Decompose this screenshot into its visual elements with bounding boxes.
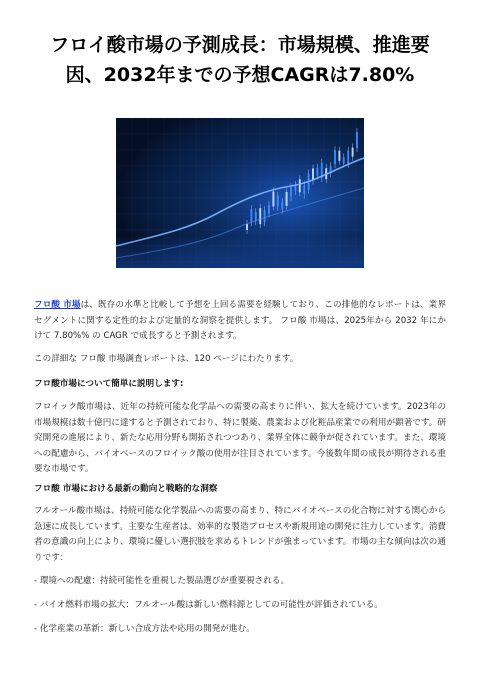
intro-text: は、既存の水準と比較して予想を上回る需要を経験しており、この排他的なレポートは、業界セグメントに関する定性的および定量的な洞察を提供します。 フロ酸 市場は、2025年から 2032 年にかけて 7.80%% の CAGR で成長すると予測されます。	[34, 300, 446, 341]
hero-candle	[303, 185, 305, 194]
hero-candle	[312, 168, 314, 180]
intro-paragraph	[34, 298, 446, 345]
hero-candle	[290, 187, 292, 197]
hero-candle	[286, 192, 288, 206]
trend-bullet: - バイオ燃料市場の拡大：フルオール酸は新しい燃料源としての可能性が評価されている。	[34, 600, 383, 610]
hero-candle	[343, 157, 345, 163]
pages-note: この詳細な フロ酸 市場調査レポートは、120 ページにわたります。	[34, 354, 299, 364]
hero-graphic	[116, 118, 364, 268]
hero-candle	[281, 202, 283, 209]
trends-heading: フロ酸 市場における最新の動向と戦略的な洞察	[34, 484, 218, 494]
document-title: フロイ酸市場の予測成長：市場規模、推進要因、2032年までの予想CAGRは7.80%	[50, 34, 430, 86]
hero-candle	[272, 191, 274, 206]
overview-heading: フロ酸市場について簡単に説明します:	[34, 379, 184, 389]
trend-bullet: - 化学産業の革新：新しい合成方法や応用の開発が進む。	[34, 624, 255, 634]
financial-growth-chart-image	[116, 118, 364, 268]
hero-candle	[338, 151, 340, 161]
trends-paragraph: フルオール酸市場は、持続可能な化学製品への需要の高まり、特にバイオベースの化合物に対する関心から急速に成長しています。主要な生産者は、効率的な製造プロセスや新規用途の開発に注力しています。消費者の意識の向上により、環境に優しい選択肢を求めるトレンドが強まっています。市場の主な傾向は次の通りです：	[34, 506, 446, 563]
hero-candle	[246, 224, 248, 230]
trend-bullet: - 環境への配慮：持続可能性を重視した製品選びが重要視される。	[34, 576, 290, 586]
hero-candle	[259, 208, 261, 224]
hero-candle	[334, 150, 336, 164]
overview-paragraph: フロイック酸市場は、近年の持続可能な化学品への需要の高まりに伴い、拡大を続けています。2023年の市場規模は数十億円に達すると予測されており、特に製薬、農業および化粧品産業での利用が顕著です。研究開発の進展により、新たな応用分野も開拓されつつあり、業界全体に競争が促されています。また、環境への配慮から、バイオベースのフロイック酸の使用が注目されています。今後数年間の成長が期待される重要な市場です。	[34, 402, 446, 474]
hero-candle	[264, 210, 266, 222]
hero-floor-glow	[116, 236, 364, 268]
hero-candle	[250, 209, 252, 222]
hero-candle	[352, 148, 354, 157]
market-link[interactable]: フロ酸 市場	[34, 300, 81, 310]
hero-candle	[277, 196, 279, 207]
hero-candle	[255, 212, 257, 221]
hero-candle	[316, 168, 318, 176]
hero-candle	[347, 151, 349, 164]
hero-candle	[268, 205, 270, 213]
hero-candle	[356, 132, 358, 148]
hero-candle	[299, 179, 301, 192]
